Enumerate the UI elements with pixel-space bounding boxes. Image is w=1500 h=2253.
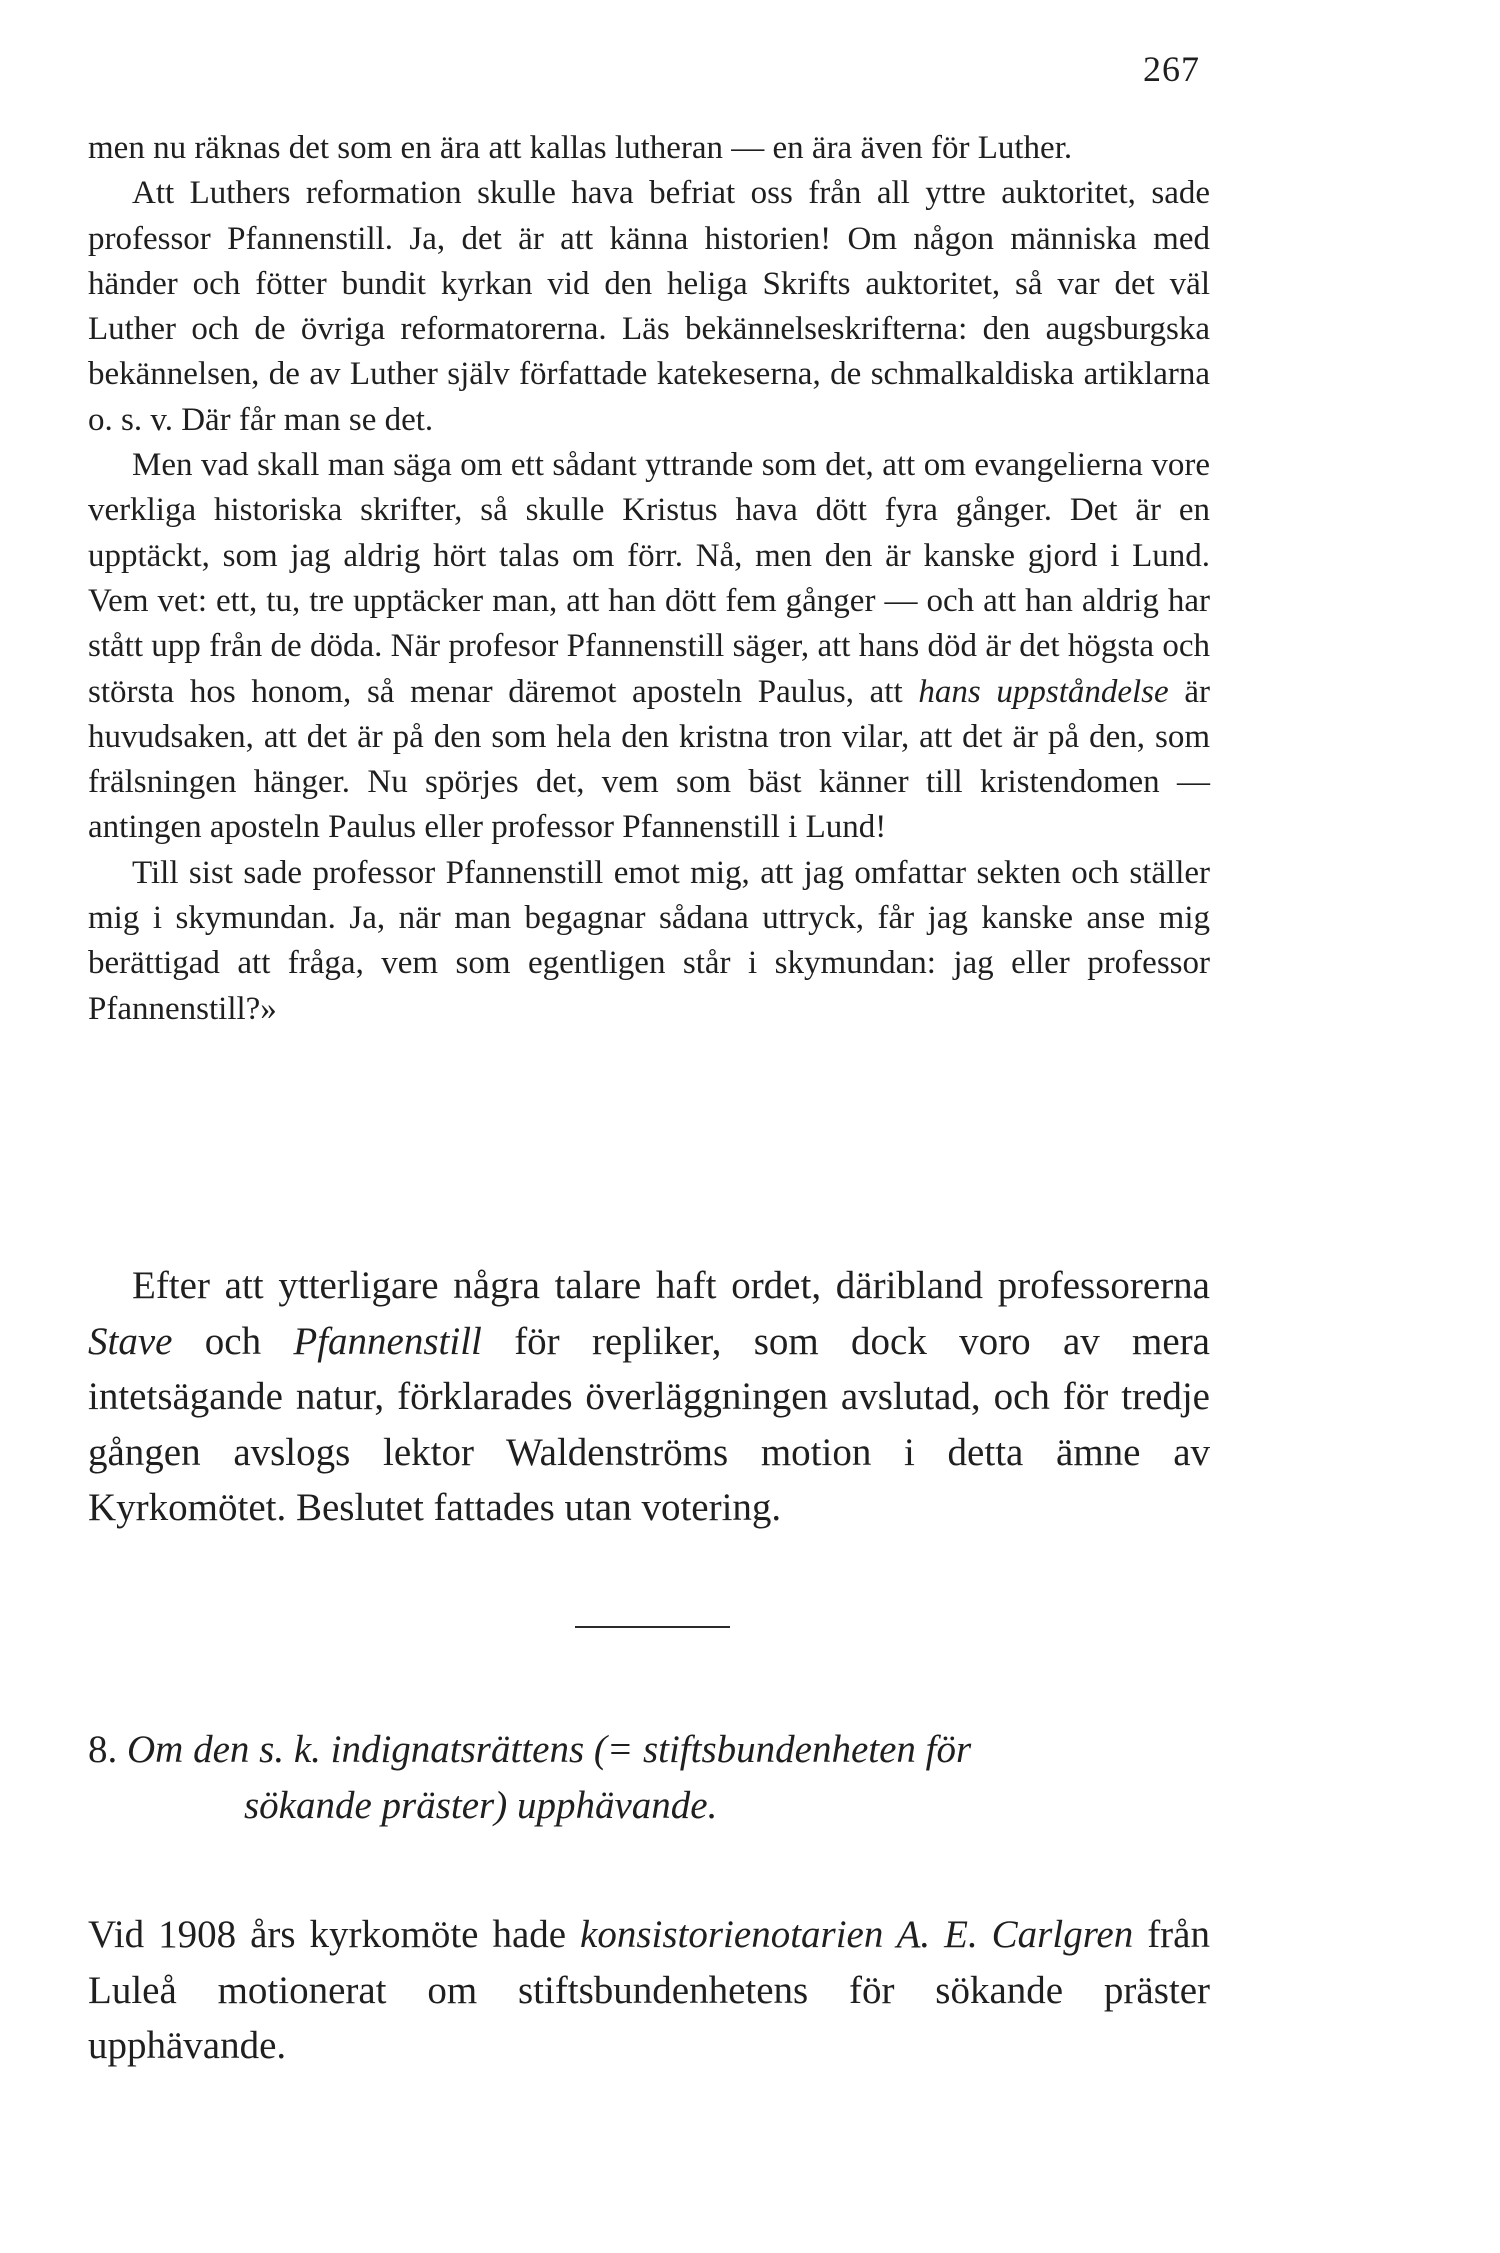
paragraph-skymundan: Till sist sade professor Pfannenstill emot mig, att jag omfattar sekten och ställer mig i skymundan. Ja, när man begagnar sådana uttryck, får jag kanske anse mig berättigad att fråga, vem som egentligen står i skymundan: jag eller professor Pfannenstill?» [88,854,1210,1027]
paragraph-motion [88,1907,1210,2074]
paragraph-text: är huvudsaken, att det är på den som hela den kristna tron vilar, att det är på den, som frälsningen hänger. Nu spörjes det, vem som bäst känner till kristendomen — antingen aposteln Paulus eller professor Pfannenstill i Lund! [88,673,1210,846]
paragraph-outcome [88,1258,1210,1536]
person-name: Pfannenstill [293,1319,482,1363]
paragraph-text: Vid 1908 års kyrkomöte hade [88,1913,581,1956]
body-text-small [88,126,1210,1032]
section-number: 8. [88,1728,118,1771]
paragraph-text: för repliker, som dock voro av mera intetsägande natur, förklarades överläggningen avslutad, och för tredje gången avslogs lektor Waldenströms motion i detta ämne av Kyrkomötet. Beslutet fattades utan votering. [88,1319,1210,1530]
section-title-line1: Om den s. k. indignatsrättens (= stiftsbundenheten för [127,1728,972,1771]
page-number: 267 [1143,49,1200,89]
paragraph-text: och [172,1319,294,1363]
paragraph-resurrection [88,443,1210,851]
section-heading [88,1722,1210,1834]
body-text-large [88,1258,1210,1536]
person-name: Stave [88,1319,173,1363]
paragraph-text: Men vad skall man säga om ett sådant yttrande som det, att om evangelierna vore verkliga historiska skrifter, så skulle Kristus hava dött fyra gånger. Det är en upptäckt, som jag aldrig hört talas om förr. Nå, men den är kanske gjord i Lund. Vem vet: ett, tu, tre upptäcker man, att han dött fem gånger — och att han aldrig har stått upp från de döda. När profesor Pfannenstill säger, att hans död är det högsta och största hos honom, så menar däremot aposteln Paulus, att [88,447,1210,710]
emphasized-text: hans uppståndelse [918,673,1169,710]
paragraph-text: Efter att ytterligare några talare haft ordet, däribland professorerna [132,1264,1210,1307]
section-divider [575,1626,730,1628]
section-title-line2: sökande präster) upphävande. [244,1784,718,1827]
person-title-name: konsistorienotarien A. E. Carlgren [580,1913,1134,1956]
paragraph-reformation: Att Luthers reformation skulle hava befriat oss från all yttre auktoritet, sade professor Pfannenstill. Ja, det är att känna historien! Om någon människa med händer och fötter bundit kyrkan vid den heliga Skrifts auktoritet, så var det väl Luther och de övriga reformatorerna. Läs bekännelseskrifterna: den augsburgska bekännelsen, de av Luther själv författade katekeserna, de schmalkaldiska artiklarna o. s. v. Där får man se det. [88,175,1210,438]
paragraph-text: från Luleå motionerat om stiftsbundenhetens för sökande präster upphävande. [88,1913,1210,2068]
paragraph-continuation: men nu räknas det som en ära att kallas lutheran — en ära även för Luther. [88,130,1073,166]
body-text-final [88,1868,1210,2113]
